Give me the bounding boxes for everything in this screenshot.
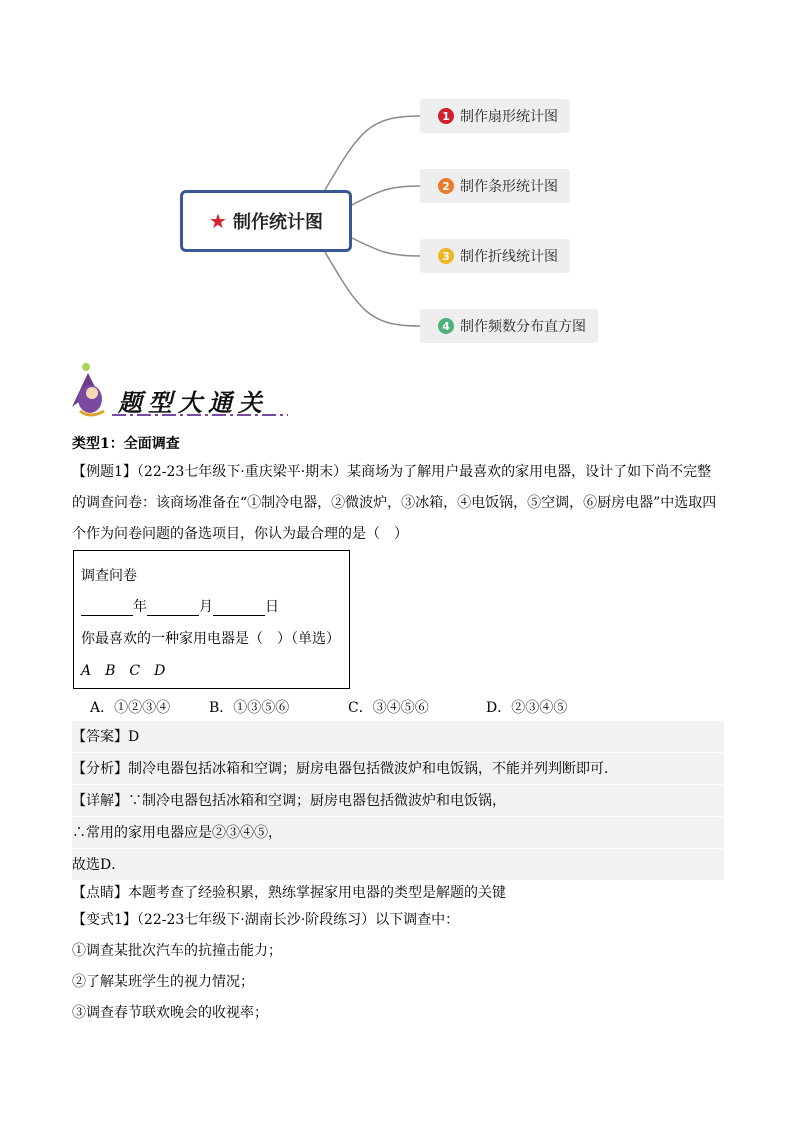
connector-3 (352, 238, 420, 256)
mindmap-root-label: 制作统计图 (232, 212, 323, 233)
branch-label: 制作频数分布直方图 (460, 319, 586, 335)
number-2-icon: 2 (438, 178, 454, 194)
variant-item-3: ③调查春节联欢晚会的收视率； (72, 1005, 268, 1021)
variant-item-2: ②了解某班学生的视力情况； (72, 974, 254, 990)
day-blank (213, 601, 265, 616)
mindmap-branch-1 (420, 99, 570, 133)
branch-label: 制作条形统计图 (460, 179, 558, 195)
year-blank (81, 601, 133, 616)
month-blank (147, 601, 199, 616)
option-a: A．①②③④ (90, 700, 171, 716)
survey-question: 你最喜欢的一种家用电器是（ ）（单选） (81, 631, 340, 647)
example-line-2: 的调查问卷：该商场准备在“①制冷电器，②微波炉，③冰箱，④电饭锅，⑤空调，⑥厨房电器”中选取四 (72, 495, 717, 511)
number-4-icon: 4 (438, 318, 454, 334)
mindmap-connectors (0, 0, 794, 360)
conclusion-line: ∴常用的家用电器应是②③④⑤， (72, 825, 282, 841)
option-d: D．②③④⑤ (486, 700, 568, 716)
detail-line: 【详解】∵制冷电器包括冰箱和空调；厨房电器包括微波炉和电饭锅， (72, 793, 506, 809)
connector-1 (325, 116, 420, 190)
option-b: B．①③⑤⑥ (209, 700, 290, 716)
answer-line: 【答案】D (72, 729, 140, 745)
example-line-1: 【例题1】（22-23七年级下·重庆梁平·期末）某商场为了解用户最喜欢的家用电器，设计了如下尚不完整 (72, 464, 712, 480)
variant-item-1: ①调查某批次汽车的抗撞击能力； (72, 943, 282, 959)
choice-shade (72, 849, 724, 880)
banner-title: 题型大通关 (118, 388, 268, 417)
survey-choices: A B C D (81, 663, 166, 679)
month-label: 月 (199, 599, 213, 615)
survey-questionnaire-box (73, 550, 350, 689)
survey-date-row (81, 596, 279, 616)
choice-line: 故选D． (72, 857, 126, 873)
mindmap-branch-2 (420, 169, 570, 203)
connector-2 (352, 186, 420, 205)
comment-line: 【点睛】本题考查了经验积累，熟练掌握家用电器的类型是解题的关键 (72, 885, 506, 901)
type-heading: 类型1：全面调查 (72, 436, 180, 452)
answer-shade (72, 721, 724, 752)
survey-title: 调查问卷 (81, 568, 137, 584)
variant-heading: 【变式1】（22-23七年级下·湖南长沙·阶段练习）以下调查中： (72, 912, 460, 928)
analysis-line: 【分析】制冷电器包括冰箱和空调；厨房电器包括微波炉和电饭锅，不能并列判断即可． (72, 761, 618, 777)
mindmap-branch-3 (420, 239, 570, 273)
branch-label: 制作扇形统计图 (460, 109, 558, 125)
number-1-icon: 1 (438, 108, 454, 124)
star-icon: ★ (209, 209, 227, 233)
mindmap-branch-4 (420, 309, 598, 343)
number-3-icon: 3 (438, 248, 454, 264)
connector-4 (325, 252, 420, 326)
option-c: C．③④⑤⑥ (348, 700, 429, 716)
day-label: 日 (265, 599, 279, 615)
mindmap-root (180, 190, 352, 252)
example-line-3: 个作为问卷问题的备选项目，你认为最合理的是（ ） (72, 526, 408, 542)
year-label: 年 (133, 599, 147, 615)
branch-label: 制作折线统计图 (460, 249, 558, 265)
